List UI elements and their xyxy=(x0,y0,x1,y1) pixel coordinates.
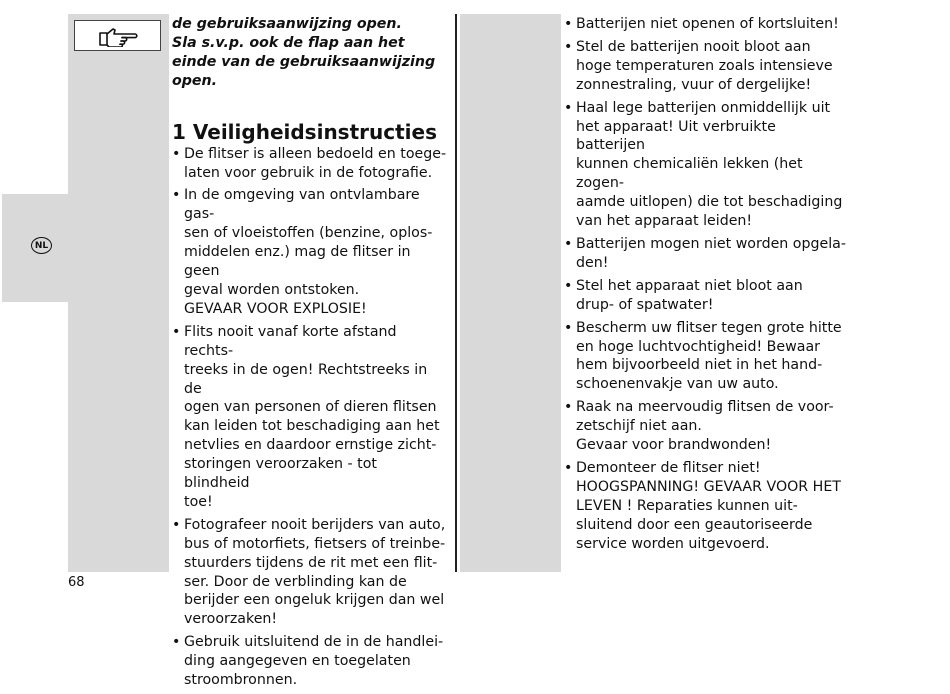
safety-list-left xyxy=(172,145,447,690)
section-title: 1 Veiligheidsinstructies xyxy=(172,119,437,144)
pointing-hand-icon xyxy=(98,25,138,47)
list-item: • In de omgeving van ontvlambare gas- sen of vloeistoffen (benzine, oplos- middelen enz.) mag de flitser in geen geval worden ontstoken. GEVAAR VOOR EXPLOSIE! xyxy=(172,186,447,318)
flap-note xyxy=(172,15,447,91)
right-margin-column xyxy=(460,14,561,572)
list-item: • Batterijen mogen niet worden opgela- den! xyxy=(564,235,846,273)
list-item: • Haal lege batterijen onmiddellijk uit het apparaat! Uit verbruikte batterijen kunnen chemicaliën lekken (het zogen- aamde uitlopen) die tot beschadiging van het apparaat leiden! xyxy=(564,99,846,231)
right-text-column xyxy=(564,15,846,557)
list-item: • Bescherm uw flitser tegen grote hitte en hoge luchtvochtigheid! Bewaar hem bijvoorbeeld niet in het hand- schoenenvakje van uw auto. xyxy=(564,319,846,395)
left-margin-column xyxy=(68,14,169,572)
list-item: • Raak na meervoudig flitsen de voor- zetschijf niet aan. Gevaar voor brandwonden! xyxy=(564,398,846,455)
list-item: • Flits nooit vanaf korte afstand rechts- treeks in de ogen! Rechtstreeks in de ogen van personen of dieren flitsen kan leiden tot beschadiging aan het netvlies en daardoor ernstige zicht- storingen veroorzaken - tot blindheid toe! xyxy=(172,323,447,512)
left-text-column xyxy=(172,15,447,694)
list-item: • Fotografeer nooit berijders van auto, bus of motorfiets, fietsers of treinbe- stuurders tijdens de rit met een flit- ser. Door de verblinding kan de berijder een ongeluk krijgen dan wel veroorzaken! xyxy=(172,516,447,629)
safety-list-right xyxy=(564,15,846,553)
list-item: • Demonteer de flitser niet! HOOGSPANNING! GEVAAR VOOR HET LEVEN ! Reparaties kunnen uit- sluitend door een geautoriseerde service worden uitgevoerd. xyxy=(564,459,846,554)
list-item: • De flitser is alleen bedoeld en toege- laten voor gebruik in de fotografie. xyxy=(172,145,447,183)
list-item: • Batterijen niet openen of kortsluiten! xyxy=(564,15,846,34)
list-item: • Stel het apparaat niet bloot aan drup- of spatwater! xyxy=(564,277,846,315)
note-icon-box xyxy=(74,20,161,51)
list-item: • Gebruik uitsluitend de in de handlei- ding aangegeven en toegelaten stroombronnen. xyxy=(172,633,447,690)
note-line-1: de gebruiksaanwijzing open. xyxy=(172,16,402,32)
page-number: 68 xyxy=(68,575,85,590)
column-divider xyxy=(455,14,457,572)
list-item: • Stel de batterijen nooit bloot aan hoge temperaturen zoals intensieve zonnestraling, vuur of dergelijke! xyxy=(564,38,846,95)
note-line-2: Sla s.v.p. ook de flap aan het einde van de gebruiksaanwijzing open. xyxy=(172,34,436,89)
language-badge: NL xyxy=(31,237,52,254)
